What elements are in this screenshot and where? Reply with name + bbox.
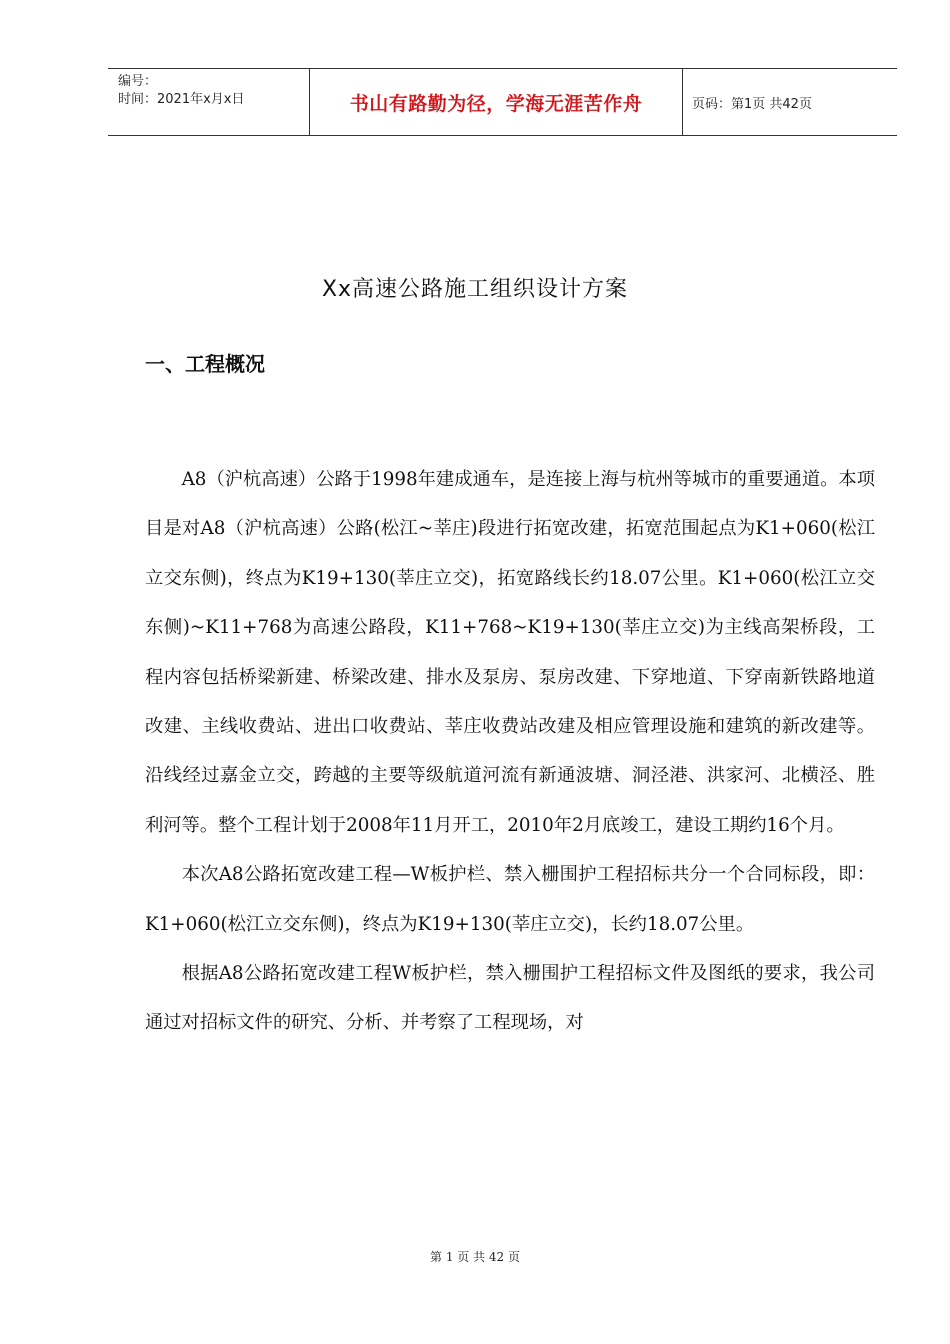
page-header [108, 68, 897, 136]
page-footer: 第 1 页 共 42 页 [430, 1250, 520, 1264]
number-label: 编号： [118, 74, 158, 89]
header-meta [108, 69, 310, 135]
time-label: 时间：2021年x月x日 [118, 92, 245, 107]
paragraph: 根据A8公路拓宽改建工程W板护栏，禁入栅围护工程招标文件及图纸的要求，我公司通过对招标文件的研究、分析、并考察了工程现场，对 [145, 963, 875, 1034]
header-motto: 书山有路勤为径，学海无涯苦作舟 [310, 69, 683, 135]
paragraph: 本次A8公路拓宽改建工程—W板护栏、禁入栅围护工程招标共分一个合同标段，即：K1+060(松江立交东侧)，终点为K19+130(莘庄立交)，长约18.07公里。 [145, 864, 875, 935]
body-text [145, 455, 875, 1048]
document-title: Xx高速公路施工组织设计方案 [321, 277, 629, 302]
header-page-info: 页码：第1页 共42页 [692, 96, 812, 112]
paragraph: A8（沪杭高速）公路于1998年建成通车，是连接上海与杭州等城市的重要通道。本项目是对A8（沪杭高速）公路(松江~莘庄)段进行拓宽改建，拓宽范围起点为K1+060(松江立交东侧)，终点为K19+130(莘庄立交)，拓宽路线长约18.07公里。K1+060(松江立交东侧)~K11+768为高速公路段，K11+768~K19+130(莘庄立交)为主线高架桥段，工程内容包括桥梁新建、桥梁改建、排水及泵房、泵房改建、下穿地道、下穿南新铁路地道改建、主线收费站、进出口收费站、莘庄收费站改建及相应管理设施和建筑的新改建等。沿线经过嘉金立交，跨越的主要等级航道河流有新通波塘、洞泾港、洪家河、北横泾、胜利河等。整个工程计划于2008年11月开工，2010年2月底竣工，建设工期约16个月。 [145, 469, 875, 836]
section-heading: 一、工程概况 [145, 352, 265, 376]
